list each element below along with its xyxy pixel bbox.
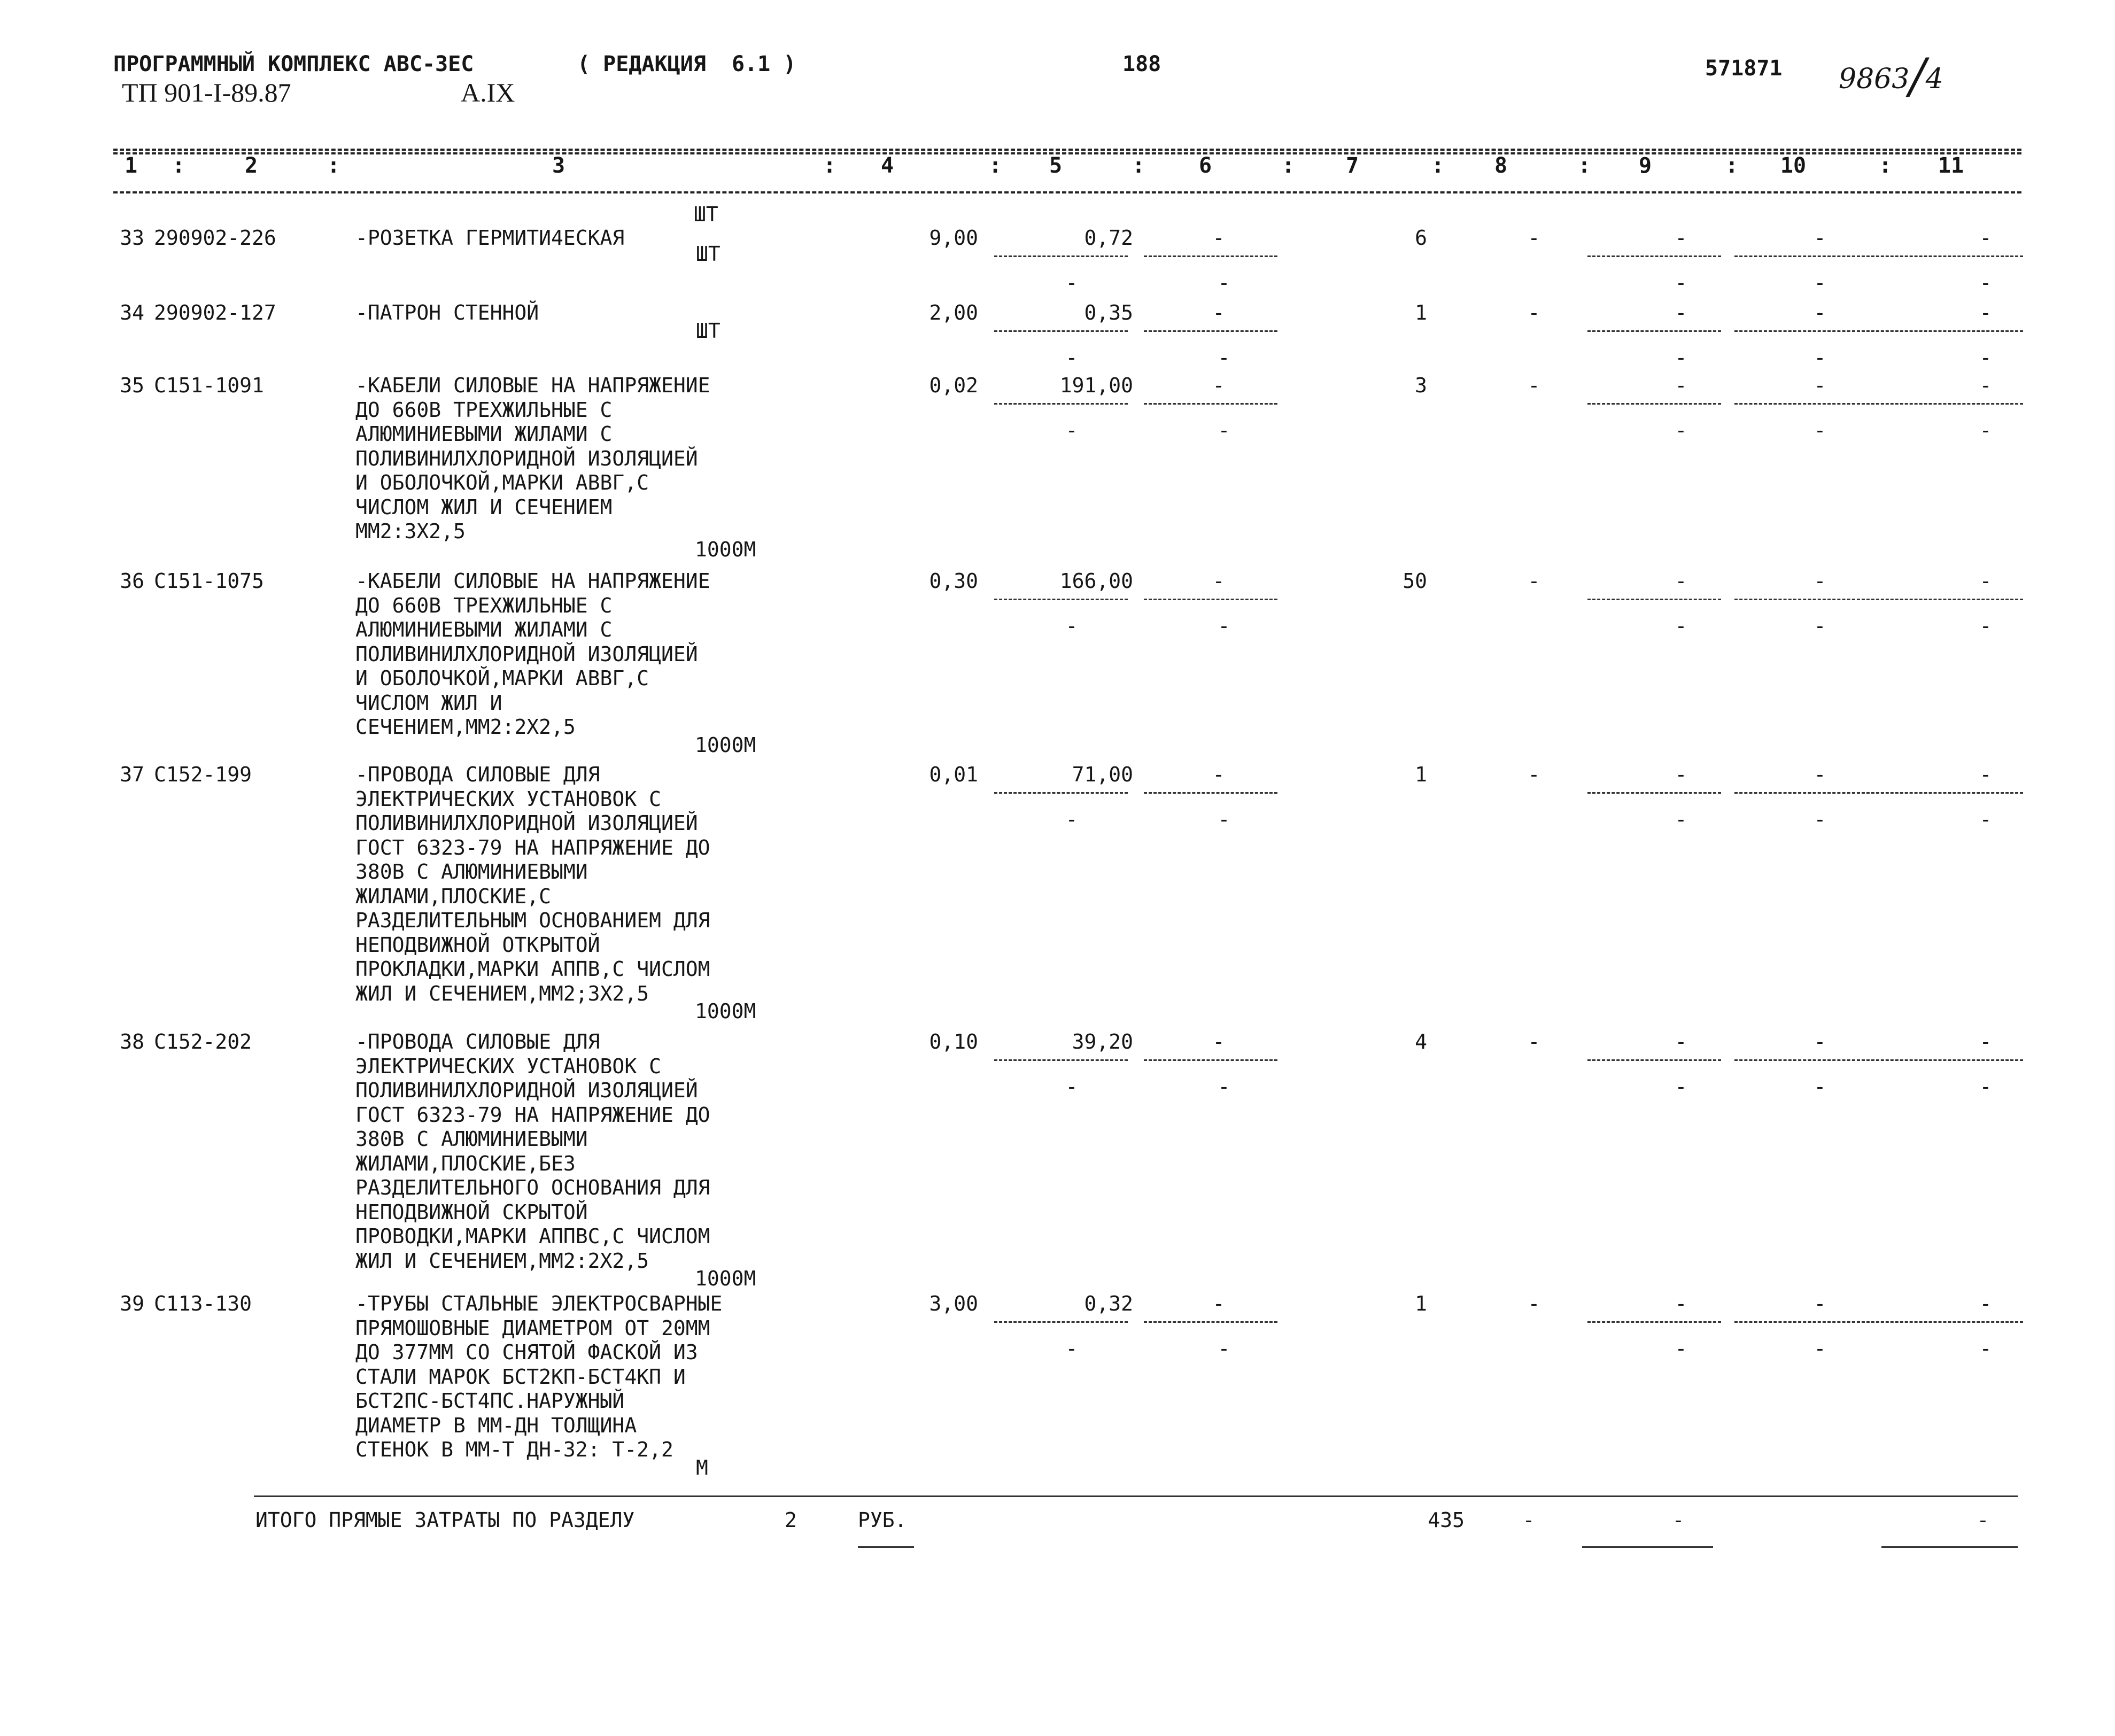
col8-value: -: [1528, 226, 1540, 250]
item-description-line: НЕПОДВИЖНОЙ ОТКРЫТОЙ: [355, 933, 600, 957]
col11-subrule: [1852, 1059, 2023, 1061]
project-code: ТП 901-I-89.87: [122, 78, 291, 107]
col11-dash: -: [1979, 1075, 1992, 1098]
sheet-number: 9863/4: [1839, 48, 1943, 104]
column-separator: :: [1132, 153, 1145, 178]
unit-label: 1000М: [695, 999, 756, 1023]
col9-subrule: [1587, 403, 1721, 405]
column-header-9: 9: [1638, 153, 1652, 178]
item-code: С152-199: [154, 763, 252, 786]
price-subrule: [994, 330, 1128, 332]
column-separator: :: [1431, 153, 1445, 178]
price-dash: -: [1065, 346, 1078, 369]
col6-subrule: [1144, 792, 1277, 794]
col9-value: -: [1675, 763, 1687, 786]
item-description-line: РАЗДЕЛИТЕЛЬНЫМ ОСНОВАНИЕМ ДЛЯ: [355, 909, 710, 932]
price-subrule: [994, 403, 1128, 405]
price-dash: -: [1065, 418, 1078, 442]
price-dash: -: [1065, 271, 1078, 294]
col6-dash: -: [1218, 614, 1230, 638]
unit-label: 1000М: [695, 733, 756, 757]
col11-subrule: [1852, 403, 2023, 405]
col10-dash: -: [1814, 1337, 1826, 1360]
total-cost: 3: [1415, 374, 1427, 397]
column-header-10: 10: [1780, 153, 1807, 178]
page-number: 188: [1122, 52, 1161, 76]
item-description-line: ММ2:3Х2,5: [355, 520, 466, 543]
column-header-11: 11: [1938, 153, 1964, 178]
row-number: 38: [120, 1030, 144, 1053]
quantity: 0,01: [929, 763, 978, 786]
item-description-line: 380В С АЛЮМИНИЕВЫМИ: [355, 860, 588, 883]
item-description-line: ГОСТ 6323-79 НА НАПРЯЖЕНИЕ ДО: [355, 1103, 710, 1127]
item-description-line: СТЕНОК В ММ-Т ДН-32: Т-2,2: [355, 1438, 673, 1461]
column-separator: :: [1578, 153, 1591, 178]
col6-subrule: [1144, 1059, 1277, 1061]
col9-subrule: [1587, 599, 1721, 600]
col9-dash: -: [1675, 808, 1687, 831]
item-description-line: ГОСТ 6323-79 НА НАПРЯЖЕНИЕ ДО: [355, 835, 710, 859]
row-number: 34: [120, 301, 144, 324]
col6-value: -: [1212, 374, 1225, 397]
col11-value: -: [1979, 301, 1992, 324]
program-title: ПРОГРАММНЫЙ КОМПЛЕКС АВС-3ЕС: [113, 52, 474, 76]
col6-subrule: [1144, 599, 1277, 600]
col6-dash: -: [1218, 1075, 1230, 1098]
col9-dash: -: [1675, 1337, 1687, 1360]
col10-subrule: [1734, 792, 1860, 794]
item-description-line: ЭЛЕКТРИЧЕСКИХ УСТАНОВОК С: [355, 787, 661, 811]
total-cost: 50: [1403, 569, 1427, 593]
total-section: 2: [785, 1508, 797, 1532]
unit-price: 0,32: [1084, 1292, 1133, 1315]
col11-value: -: [1979, 226, 1992, 250]
unit-price: 39,20: [1072, 1030, 1133, 1053]
total-col11-rule: [1881, 1546, 2018, 1548]
col11-dash: -: [1979, 808, 1992, 831]
item-code: С113-130: [154, 1292, 252, 1315]
col11-subrule: [1852, 1321, 2023, 1323]
col11-dash: -: [1979, 614, 1992, 638]
quantity: 0,10: [929, 1030, 978, 1053]
col9-value: -: [1675, 226, 1687, 250]
col10-value: -: [1814, 301, 1826, 324]
col6-subrule: [1144, 255, 1277, 257]
column-header-2: 2: [244, 153, 258, 178]
column-separator: :: [823, 153, 836, 178]
col8-value: -: [1528, 301, 1540, 324]
column-separator: :: [327, 153, 340, 178]
col6-subrule: [1144, 330, 1277, 332]
price-subrule: [994, 1321, 1128, 1323]
item-description-line: И ОБОЛОЧКОЙ,МАРКИ АВВГ,С: [355, 666, 649, 690]
column-header-5: 5: [1049, 153, 1063, 178]
col9-value: -: [1675, 569, 1687, 593]
column-header-8: 8: [1494, 153, 1508, 178]
total-cost: 1: [1415, 301, 1427, 324]
column-header-3: 3: [552, 153, 565, 178]
unit-price: 71,00: [1072, 763, 1133, 786]
col11-dash: -: [1979, 346, 1992, 369]
column-separator: :: [989, 153, 1002, 178]
col9-subrule: [1587, 330, 1721, 332]
col6-subrule: [1144, 1321, 1277, 1323]
total-col9: -: [1672, 1508, 1685, 1532]
item-description-line: И ОБОЛОЧКОЙ,МАРКИ АВВГ,С: [355, 471, 649, 494]
item-description-line: ПОЛИВИНИЛХЛОРИДНОЙ ИЗОЛЯЦИЕЙ: [355, 1079, 698, 1102]
col11-subrule: [1852, 255, 2023, 257]
item-description-line: ЖИЛАМИ,ПЛОСКИЕ,С: [355, 884, 552, 908]
item-code: С151-1091: [154, 374, 264, 397]
edition-label: ( РЕДАКЦИЯ 6.1 ): [577, 52, 796, 76]
col9-dash: -: [1675, 271, 1687, 294]
unit-label: М: [696, 1455, 708, 1479]
item-description-line: ЖИЛ И СЕЧЕНИЕМ,ММ2:2Х2,5: [355, 1249, 649, 1273]
col9-value: -: [1675, 1292, 1687, 1315]
col9-value: -: [1675, 1030, 1687, 1053]
col10-value: -: [1814, 374, 1826, 397]
quantity: 9,00: [929, 226, 978, 250]
quantity: 3,00: [929, 1292, 978, 1315]
item-description-line: ЖИЛАМИ,ПЛОСКИЕ,БЕЗ: [355, 1151, 576, 1175]
col6-value: -: [1212, 226, 1225, 250]
total-cost: 4: [1415, 1030, 1427, 1053]
col11-subrule: [1852, 599, 2023, 600]
col11-value: -: [1979, 1030, 1992, 1053]
unit-label: 1000М: [695, 1267, 756, 1290]
column-header-1: 1: [124, 153, 138, 178]
column-separator: :: [172, 153, 185, 178]
col6-value: -: [1212, 1292, 1225, 1315]
col10-dash: -: [1814, 418, 1826, 442]
price-dash: -: [1065, 614, 1078, 638]
col11-value: -: [1979, 1292, 1992, 1315]
total-col8: -: [1522, 1508, 1535, 1532]
header-rule-top: [113, 149, 2021, 151]
row-number: 33: [120, 226, 144, 250]
item-description-line: АЛЮМИНИЕВЫМИ ЖИЛАМИ С: [355, 618, 613, 641]
col10-value: -: [1814, 226, 1826, 250]
col6-dash: -: [1218, 808, 1230, 831]
price-subrule: [994, 792, 1128, 794]
item-code: С151-1075: [154, 569, 264, 593]
item-description-line: ЧИСЛОМ ЖИЛ И: [355, 691, 502, 715]
unit-label: ШТ: [696, 319, 721, 343]
item-description-line: ПОЛИВИНИЛХЛОРИДНОЙ ИЗОЛЯЦИЕЙ: [355, 642, 698, 666]
column-header-4: 4: [880, 153, 894, 178]
item-code: 290902-127: [154, 301, 276, 324]
col11-subrule: [1852, 792, 2023, 794]
total-col11: -: [1977, 1508, 1989, 1532]
album-label: А.IX: [461, 78, 515, 107]
item-description-line: ЖИЛ И СЕЧЕНИЕМ,ММ2;3Х2,5: [355, 981, 649, 1005]
total-label: ИТОГО ПРЯМЫЕ ЗАТРАТЫ ПО РАЗДЕЛУ: [255, 1508, 635, 1532]
price-subrule: [994, 599, 1128, 600]
unit-price: 191,00: [1059, 374, 1133, 397]
col8-value: -: [1528, 374, 1540, 397]
column-header-6: 6: [1198, 153, 1212, 178]
row-number: 36: [120, 569, 144, 593]
col11-value: -: [1979, 763, 1992, 786]
col10-subrule: [1734, 1059, 1860, 1061]
quantity: 0,02: [929, 374, 978, 397]
col9-subrule: [1587, 1059, 1721, 1061]
col6-dash: -: [1218, 346, 1230, 369]
col6-dash: -: [1218, 271, 1230, 294]
col10-dash: -: [1814, 614, 1826, 638]
column-separator: :: [1725, 153, 1739, 178]
total-rule: [254, 1495, 2018, 1497]
price-subrule: [994, 1059, 1128, 1061]
col11-subrule: [1852, 330, 2023, 332]
price-dash: -: [1065, 808, 1078, 831]
item-description-line: АЛЮМИНИЕВЫМИ ЖИЛАМИ С: [355, 422, 613, 446]
col10-dash: -: [1814, 1075, 1826, 1098]
row-number: 35: [120, 374, 144, 397]
row-number: 37: [120, 763, 144, 786]
price-dash: -: [1065, 1075, 1078, 1098]
item-description-line: ПОЛИВИНИЛХЛОРИДНОЙ ИЗОЛЯЦИЕЙ: [355, 811, 698, 835]
item-description-line: -ПРОВОДА СИЛОВЫЕ ДЛЯ: [355, 763, 600, 786]
col6-value: -: [1212, 1030, 1225, 1053]
header-rule-bottom: [113, 191, 2021, 193]
currency-underline: [858, 1546, 914, 1548]
col10-subrule: [1734, 403, 1860, 405]
column-header-7: 7: [1345, 153, 1359, 178]
col6-value: -: [1212, 569, 1225, 593]
item-description-line: ЧИСЛОМ ЖИЛ И СЕЧЕНИЕМ: [355, 495, 613, 519]
item-description-line: -КАБЕЛИ СИЛОВЫЕ НА НАПРЯЖЕНИЕ: [355, 569, 710, 593]
total-cost: 1: [1415, 1292, 1427, 1315]
col6-value: -: [1212, 763, 1225, 786]
col10-subrule: [1734, 255, 1860, 257]
total-currency: РУБ.: [858, 1508, 907, 1532]
item-description-line: ДИАМЕТР В ММ-ДН ТОЛЩИНА: [355, 1413, 637, 1437]
col10-value: -: [1814, 1292, 1826, 1315]
item-description-line: БСТ2ПС-БСТ4ПС.НАРУЖНЫЙ: [355, 1389, 625, 1413]
col11-dash: -: [1979, 271, 1992, 294]
col10-dash: -: [1814, 271, 1826, 294]
item-code: С152-202: [154, 1030, 252, 1053]
document-code: 571871: [1705, 56, 1783, 81]
price-dash: -: [1065, 1337, 1078, 1360]
col9-subrule: [1587, 1321, 1721, 1323]
price-subrule: [994, 255, 1128, 257]
col8-value: -: [1528, 1030, 1540, 1053]
item-description-line: ДО 660В ТРЕХЖИЛЬНЫЕ С: [355, 398, 613, 422]
col8-value: -: [1528, 1292, 1540, 1315]
col9-subrule: [1587, 255, 1721, 257]
unit-price: 0,35: [1084, 301, 1133, 324]
col9-dash: -: [1675, 614, 1687, 638]
col9-dash: -: [1675, 346, 1687, 369]
item-description-line: РАЗДЕЛИТЕЛЬНОГО ОСНОВАНИЯ ДЛЯ: [355, 1176, 710, 1199]
total-value: 435: [1428, 1508, 1465, 1532]
unit-price: 166,00: [1059, 569, 1133, 593]
item-description-line: ПРОВОДКИ,МАРКИ АППВС,С ЧИСЛОМ: [355, 1224, 710, 1248]
item-code: 290902-226: [154, 226, 276, 250]
col9-subrule: [1587, 792, 1721, 794]
item-description-line: 380В С АЛЮМИНИЕВЫМИ: [355, 1127, 588, 1151]
col10-value: -: [1814, 569, 1826, 593]
col9-value: -: [1675, 374, 1687, 397]
item-description-line: СТАЛИ МАРОК БСТ2КП-БСТ4КП И: [355, 1365, 686, 1389]
column-separator: :: [1282, 153, 1295, 178]
unit-price: 0,72: [1084, 226, 1133, 250]
quantity: 2,00: [929, 301, 978, 324]
col11-dash: -: [1979, 418, 1992, 442]
col10-value: -: [1814, 763, 1826, 786]
col6-value: -: [1212, 301, 1225, 324]
row-number: 39: [120, 1292, 144, 1315]
col9-dash: -: [1675, 418, 1687, 442]
item-description-line: -ПАТРОН СТЕННОЙ: [355, 301, 539, 324]
unit-label: ШТ: [696, 242, 721, 266]
item-description-line: -КАБЕЛИ СИЛОВЫЕ НА НАПРЯЖЕНИЕ: [355, 374, 710, 397]
item-description-line: ПОЛИВИНИЛХЛОРИДНОЙ ИЗОЛЯЦИЕЙ: [355, 446, 698, 470]
col10-subrule: [1734, 1321, 1860, 1323]
col10-subrule: [1734, 330, 1860, 332]
item-description-line: СЕЧЕНИЕМ,ММ2:2Х2,5: [355, 715, 576, 739]
col10-dash: -: [1814, 808, 1826, 831]
col10-value: -: [1814, 1030, 1826, 1053]
item-description-line: НЕПОДВИЖНОЙ СКРЫТОЙ: [355, 1200, 588, 1224]
item-description-line: ПРЯМОШОВНЫЕ ДИАМЕТРОМ ОТ 20ММ: [355, 1316, 710, 1340]
unit-label: 1000М: [695, 537, 756, 561]
item-description-line: ДО 377ММ СО СНЯТОЙ ФАСКОЙ ИЗ: [355, 1340, 698, 1364]
col11-value: -: [1979, 569, 1992, 593]
total-col9-rule: [1582, 1546, 1713, 1548]
col9-value: -: [1675, 301, 1687, 324]
col10-subrule: [1734, 599, 1860, 600]
col6-dash: -: [1218, 418, 1230, 442]
col6-dash: -: [1218, 1337, 1230, 1360]
item-description-line: ПРОКЛАДКИ,МАРКИ АППВ,С ЧИСЛОМ: [355, 957, 710, 981]
col6-subrule: [1144, 403, 1277, 405]
col10-dash: -: [1814, 346, 1826, 369]
col11-dash: -: [1979, 1337, 1992, 1360]
item-description-line: -ПРОВОДА СИЛОВЫЕ ДЛЯ: [355, 1030, 600, 1053]
col8-value: -: [1528, 569, 1540, 593]
quantity: 0,30: [929, 569, 978, 593]
col9-dash: -: [1675, 1075, 1687, 1098]
col11-value: -: [1979, 374, 1992, 397]
column-separator: :: [1879, 153, 1892, 178]
item-description-line: -ТРУБЫ СТАЛЬНЫЕ ЭЛЕКТРОСВАРНЫЕ: [355, 1292, 723, 1315]
total-cost: 1: [1415, 763, 1427, 786]
item-description-line: -РОЗЕТКА ГЕРМИТИ4ЕСКАЯ: [355, 226, 625, 250]
col8-value: -: [1528, 763, 1540, 786]
item-description-line: ЭЛЕКТРИЧЕСКИХ УСТАНОВОК С: [355, 1054, 661, 1078]
item-description-line: ДО 660В ТРЕХЖИЛЬНЫЕ С: [355, 593, 613, 617]
unit-label: ШТ: [694, 203, 718, 226]
total-cost: 6: [1415, 226, 1427, 250]
